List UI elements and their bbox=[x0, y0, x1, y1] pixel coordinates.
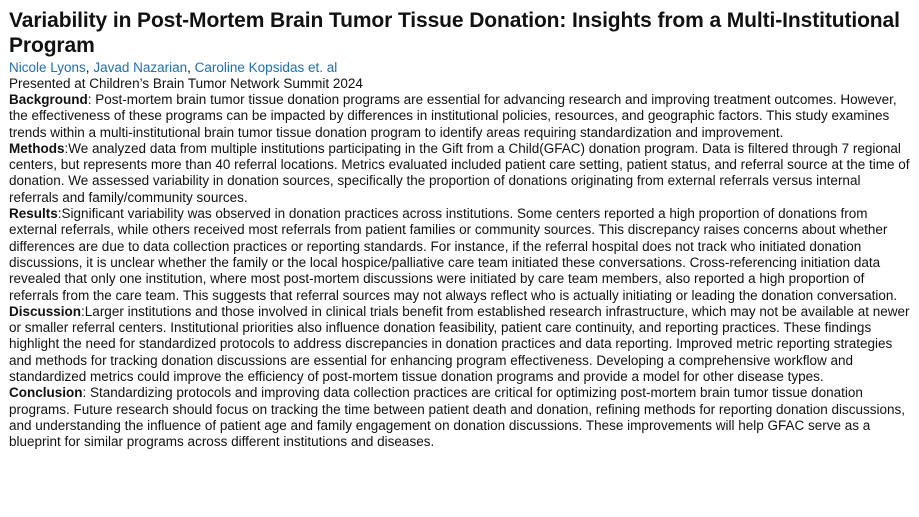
section-text-background: Post-mortem brain tumor tissue donation programs are essential for advancing research and improving treatment outcomes. However, the effectiveness of these programs can be impacted by differences in institutional policies, resources, and geographic factors. This study examines trends within a multi-institutional brain tumor tissue donation program to identify areas requiring standardization and improvement. bbox=[9, 92, 897, 140]
section-discussion bbox=[9, 304, 911, 385]
author-link-caroline-kopsidas[interactable]: Caroline Kopsidas et. al bbox=[194, 60, 338, 75]
section-results bbox=[9, 206, 911, 304]
venue-line: Presented at Children’s Brain Tumor Network Summit 2024 bbox=[9, 76, 363, 91]
author-separator: , bbox=[187, 60, 195, 75]
section-separator: : bbox=[57, 206, 62, 222]
section-methods bbox=[9, 141, 911, 206]
section-text-discussion: Larger institutions and those involved in clinical trials benefit from established research infrastructure, which may not be available at newer or smaller referral centers. Institutional priorities also influence donation feasibility, patient care continuity, and reporting practices. These findings highlight the need for standardized protocols to address discrepancies in donation practices and data reporting. Improved metric reporting strategies and methods for tracking donation discussions are essential for enhancing program effectiveness. Developing a comprehensive workflow and standardized metrics could improve the efficiency of post-mortem tissue donation programs and provide a model for other disease types. bbox=[9, 303, 910, 385]
section-label-conclusion: Conclusion bbox=[9, 385, 83, 401]
section-label-background: Background bbox=[9, 92, 88, 107]
section-separator: : bbox=[82, 385, 91, 401]
section-separator: : bbox=[64, 140, 69, 156]
section-separator: : bbox=[87, 92, 96, 107]
section-background bbox=[9, 92, 911, 141]
author-list bbox=[9, 60, 911, 76]
section-conclusion bbox=[9, 385, 911, 450]
author-link-nicole-lyons[interactable]: Nicole Lyons bbox=[9, 60, 86, 75]
section-label-discussion: Discussion bbox=[9, 303, 82, 319]
section-separator: : bbox=[81, 303, 85, 319]
section-text-results: Significant variability was observed in donation practices across institutions. Some centers reported a high proportion of donations from external referrals, while others received most referrals from patient families or community sources. This discrepancy raises concerns about whether differences are due to data collection practices or reporting standards. For instance, if the referral hospital does not track who initiated donation discussions, it is unclear whether the family or the local hospice/palliative care team initiated these conversations. Cross-referencing initiation data revealed that only one institution, where most post-mortem discussions were initiated by care team members, also reported a high proportion of referrals from the care team. This suggests that referral sources may not always reflect who is actually initiating or leading the donation conversation. bbox=[9, 206, 898, 303]
section-text-methods: We analyzed data from multiple institutions participating in the Gift from a Child(GFAC) donation program. Data is filtered through 7 regional centers, but represents more than 40 referral locations. Metrics evaluated included patient care setting, patient status, and referral source at the time of donation. We assessed variability in donation sources, specifically the proportion of donations originating from external referrals versus internal referrals and family/community sources. bbox=[9, 140, 910, 205]
author-link-javad-nazarian[interactable]: Javad Nazarian bbox=[93, 60, 188, 75]
author-separator: , bbox=[85, 60, 94, 75]
section-label-methods: Methods bbox=[9, 140, 65, 156]
section-label-results: Results bbox=[9, 206, 58, 222]
section-text-conclusion: Standardizing protocols and improving data collection practices are critical for optimizing post-mortem brain tumor tissue donation programs. Future research should focus on tracking the time between patient death and donation, refining methods for reporting donation discussions, and understanding the influence of patient age and family engagement on donation discussions. These improvements will help GFAC serve as a blueprint for similar programs across different institutions and diseases. bbox=[9, 385, 906, 450]
page-title: Variability in Post-Mortem Brain Tumor Tissue Donation: Insights from a Multi-Institutional Program bbox=[9, 9, 900, 57]
